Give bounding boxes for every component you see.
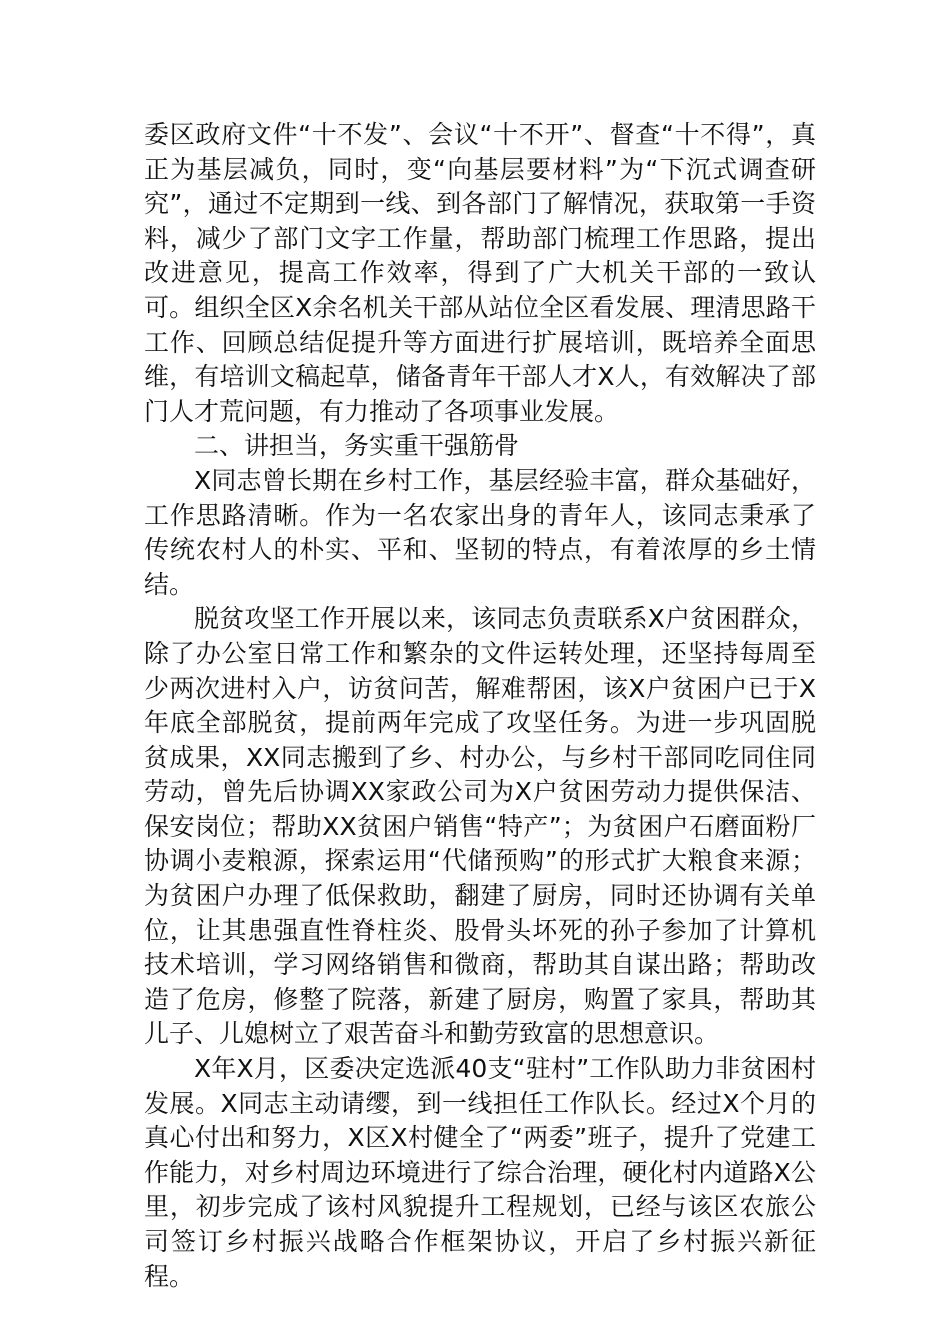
section-heading: 二、讲担当，务实重干强筋骨 <box>194 431 520 461</box>
document-body <box>144 118 816 1294</box>
paragraph-text: X同志曾长期在乡村工作，基层经验丰富，群众基础好，工作思路清晰。作为一名农家出身的青年人，该同志秉承了传统农村人的朴实、平和、坚韧的特点，有着浓厚的乡土情结。 <box>144 465 816 599</box>
paragraph-text: X年X月，区委决定选派40支“驻村”工作队助力非贫困村发展。X同志主动请缨，到一线担任工作队长。经过X个月的真心付出和努力，X区X村健全了“两委”班子，提升了党建工作能力，对乡村周边环境进行了综合治理，硬化村内道路X公里，初步完成了该村风貌提升工程规划，已经与该区农旅公司签订乡村振兴战略合作框架协议，开启了乡村振兴新征程。 <box>144 1054 816 1291</box>
paragraph-text: 脱贫攻坚工作开展以来，该同志负责联系X户贫困群众，除了办公室日常工作和繁杂的文件运转处理，还坚持每周至少两次进村入户，访贫问苦，解难帮困，该X户贫困户已于X年底全部脱贫，提前两年完成了攻坚任务。为进一步巩固脱贫成果，XX同志搬到了乡、村办公，与乡村干部同吃同住同劳动，曾先后协调XX家政公司为X户贫困劳动力提供保洁、保安岗位；帮助XX贫困户销售“特产”；为贫困户石磨面粉厂协调小麦粮源，探索运用“代储预购”的形式扩大粮食来源；为贫困户办理了低保救助，翻建了厨房，同时还协调有关单位，让其患强直性脊柱炎、股骨头坏死的孙子参加了计算机技术培训，学习网络销售和微商，帮助其自谋出路；帮助改造了危房，修整了院落，新建了厨房，购置了家具，帮助其儿子、儿媳树立了艰苦奋斗和勤劳致富的思想意识。 <box>144 604 816 1049</box>
paragraph-text: 委区政府文件“十不发”、会议“十不开”、督查“十不得”，真正为基层减负，同时，变“向基层要材料”为“下沉式调查研究”，通过不定期到一线、到各部门了解情况，获取第一手资料，减少了部门文字工作量，帮助部门梳理工作思路，提出改进意见，提高工作效率，得到了广大机关干部的一致认可。组织全区X余名机关干部从站位全区看发展、理清思路干工作、回顾总结促提升等方面进行扩展培训，既培养全面思维，有培训文稿起草，储备青年干部人才X人，有效解决了部门人才荒问题，有力推动了各项事业发展。 <box>144 120 816 426</box>
